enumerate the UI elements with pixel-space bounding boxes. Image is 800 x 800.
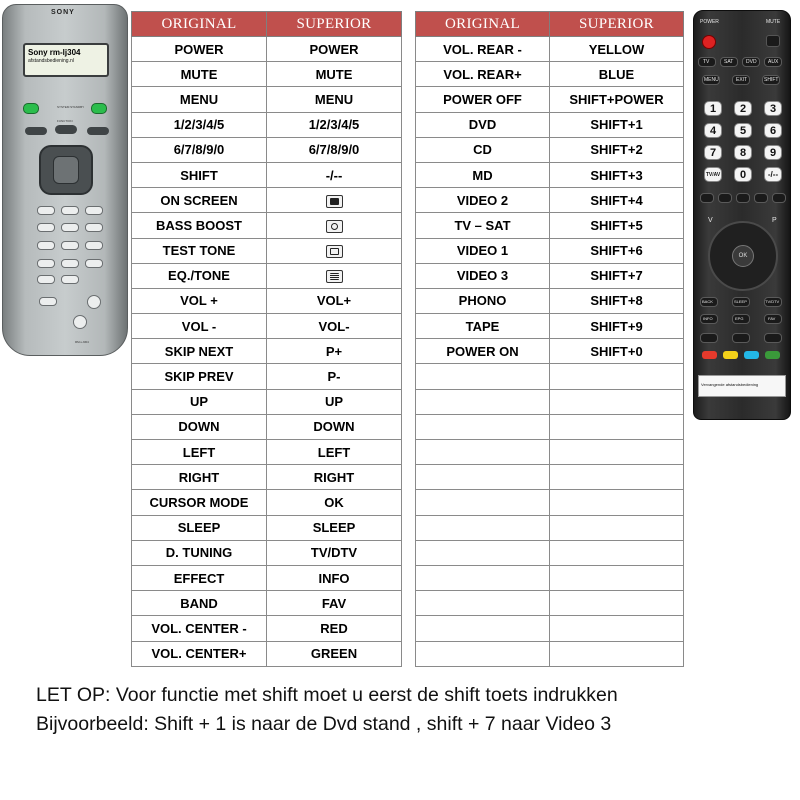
original-button-cell: POWER OFF <box>416 87 550 112</box>
original-button-cell: CD <box>416 137 550 162</box>
remote-key-label: AUX <box>768 59 779 65</box>
remote-key-label: SLEEP <box>734 299 747 304</box>
original-button-cell <box>416 515 550 540</box>
remote-jog-pad <box>39 145 93 195</box>
remote-number-key: 0 <box>734 167 752 182</box>
remote-number-key: 4 <box>704 123 722 138</box>
table-row <box>416 540 684 565</box>
superior-button-cell <box>267 213 402 238</box>
remote-vol-label: V <box>708 217 713 224</box>
superior-button-cell: SHIFT+9 <box>550 314 684 339</box>
remote-number-key: 5 <box>734 123 752 138</box>
column-header-superior: SUPERIOR <box>550 12 684 37</box>
superior-button-cell: MENU <box>267 87 402 112</box>
table-row <box>132 238 402 263</box>
table-row <box>416 389 684 414</box>
remote-ok-key: OK <box>732 245 754 267</box>
remote-key-label: EXIT <box>736 77 748 83</box>
remote-key <box>700 333 718 343</box>
superior-button-cell <box>267 238 402 263</box>
table-row <box>416 414 684 439</box>
remote-red-key <box>702 351 717 359</box>
original-button-cell: EQ./TONE <box>132 263 267 288</box>
remote-key <box>85 259 103 268</box>
superior-button-cell <box>550 591 684 616</box>
superior-button-cell: POWER <box>267 37 402 62</box>
original-button-cell <box>416 616 550 641</box>
remote-number-key: 7 <box>704 145 722 160</box>
superior-button-cell <box>267 263 402 288</box>
original-button-cell: VOL. REAR - <box>416 37 550 62</box>
screen-button-icon <box>326 195 343 208</box>
remote-tiny-label: FUNCTION <box>57 119 73 123</box>
remote-key <box>718 193 732 203</box>
table-row <box>416 288 684 313</box>
original-button-cell: UP <box>132 389 267 414</box>
remote-number-key: 1 <box>704 101 722 116</box>
dot-button-icon <box>326 220 343 233</box>
table-row <box>416 565 684 590</box>
superior-button-cell: SHIFT+8 <box>550 288 684 313</box>
table-row <box>132 364 402 389</box>
table-row <box>416 314 684 339</box>
table-row <box>416 137 684 162</box>
original-button-cell: VOL. CENTER+ <box>132 641 267 666</box>
original-button-cell: TAPE <box>416 314 550 339</box>
original-button-cell: SHIFT <box>132 162 267 187</box>
power-icon <box>702 35 716 49</box>
table-row <box>416 465 684 490</box>
table-row <box>132 565 402 590</box>
remote-key-label: DVD <box>746 59 757 65</box>
remote-key <box>764 333 782 343</box>
original-button-cell <box>416 440 550 465</box>
remote-green-button-right <box>91 103 107 114</box>
superior-button-cell <box>550 414 684 439</box>
remote-key <box>61 259 79 268</box>
remote-tiny-label: SYSTEM STANDBY <box>57 105 85 109</box>
original-button-cell: BAND <box>132 591 267 616</box>
table-row <box>132 188 402 213</box>
superior-button-cell: INFO <box>267 565 402 590</box>
remote-key-label: SHIFT <box>764 77 779 83</box>
superior-button-cell: 6/7/8/9/0 <box>267 137 402 162</box>
original-button-cell: 1/2/3/4/5 <box>132 112 267 137</box>
original-button-cell: VIDEO 3 <box>416 263 550 288</box>
original-button-cell: RIGHT <box>132 465 267 490</box>
superior-button-cell: VOL+ <box>267 288 402 313</box>
superior-button-cell: P- <box>267 364 402 389</box>
table-row <box>416 263 684 288</box>
original-button-cell <box>416 591 550 616</box>
lcd-site-text: afstandsbediening.nl <box>28 58 74 64</box>
table-row <box>132 62 402 87</box>
superior-remote-image <box>693 10 791 420</box>
original-button-cell: VIDEO 1 <box>416 238 550 263</box>
remote-lcd-display <box>23 43 109 77</box>
table-header-row <box>132 12 402 37</box>
remote-number-key: 9 <box>764 145 782 160</box>
frame-button-icon <box>326 245 343 258</box>
original-button-cell: SLEEP <box>132 515 267 540</box>
remote-key <box>732 333 750 343</box>
table-row <box>132 162 402 187</box>
remote-number-key: 6 <box>764 123 782 138</box>
remote-key <box>39 297 57 306</box>
superior-button-cell <box>550 490 684 515</box>
table-row <box>132 263 402 288</box>
original-button-cell: VIDEO 2 <box>416 188 550 213</box>
original-button-cell: LEFT <box>132 440 267 465</box>
superior-button-cell <box>550 565 684 590</box>
remote-key <box>61 223 79 232</box>
table-row <box>132 87 402 112</box>
original-button-cell: 6/7/8/9/0 <box>132 137 267 162</box>
remote-key <box>754 193 768 203</box>
remote-button <box>87 127 109 135</box>
mute-icon <box>766 35 780 47</box>
table-row <box>132 137 402 162</box>
remote-button <box>55 125 77 134</box>
remote-key-label: TV/DTV <box>765 299 780 304</box>
remote-direction-pad <box>708 221 778 291</box>
superior-button-cell <box>550 465 684 490</box>
remote-vol-minus-key <box>73 315 87 329</box>
original-button-cell: MENU <box>132 87 267 112</box>
table-row <box>416 188 684 213</box>
superior-button-cell: SHIFT+7 <box>550 263 684 288</box>
original-button-cell <box>416 540 550 565</box>
original-remote-image <box>2 4 128 356</box>
superior-button-cell <box>550 641 684 666</box>
original-button-cell: MD <box>416 162 550 187</box>
superior-button-cell: SHIFT+6 <box>550 238 684 263</box>
table-row <box>416 62 684 87</box>
superior-button-cell: SHIFT+4 <box>550 188 684 213</box>
superior-button-cell <box>550 389 684 414</box>
remote-key <box>37 241 55 250</box>
table-row <box>416 87 684 112</box>
remote-key-label: EPG <box>735 316 744 321</box>
column-header-original: ORIGINAL <box>132 12 267 37</box>
superior-button-cell: SHIFT+0 <box>550 339 684 364</box>
superior-button-cell <box>550 616 684 641</box>
remote-key <box>37 206 55 215</box>
superior-button-cell: TV/DTV <box>267 540 402 565</box>
table-row <box>132 213 402 238</box>
original-button-cell <box>416 364 550 389</box>
original-button-cell: TV – SAT <box>416 213 550 238</box>
table-row <box>416 238 684 263</box>
table-row <box>132 515 402 540</box>
original-button-cell: POWER ON <box>416 339 550 364</box>
remote-green-button-left <box>23 103 39 114</box>
text-button-icon <box>326 270 343 283</box>
original-button-cell: POWER <box>132 37 267 62</box>
superior-button-cell: LEFT <box>267 440 402 465</box>
remote-number-key: 2 <box>734 101 752 116</box>
remote-button <box>25 127 47 135</box>
original-button-cell: PHONO <box>416 288 550 313</box>
original-button-cell: D. TUNING <box>132 540 267 565</box>
superior-button-cell <box>550 515 684 540</box>
superior-button-cell: -/-- <box>267 162 402 187</box>
remote-number-key: 3 <box>764 101 782 116</box>
table-row <box>416 616 684 641</box>
table-row <box>132 288 402 313</box>
table-row <box>416 490 684 515</box>
superior-button-cell: 1/2/3/4/5 <box>267 112 402 137</box>
superior-button-cell: GREEN <box>267 641 402 666</box>
remote-key <box>736 193 750 203</box>
remote-mute-label: MUTE <box>766 19 781 25</box>
table-row <box>132 314 402 339</box>
superior-button-cell: OK <box>267 490 402 515</box>
remote-key-label: BACK <box>702 299 713 304</box>
table-row <box>416 37 684 62</box>
remote-model-label: RM-LJ304 <box>75 340 89 344</box>
remote-key <box>61 275 79 284</box>
remote-key-label: FAV <box>768 316 776 321</box>
superior-button-cell: SHIFT+2 <box>550 137 684 162</box>
original-button-cell: VOL. REAR+ <box>416 62 550 87</box>
remote-key <box>37 259 55 268</box>
shift-instruction-note: LET OP: Voor functie met shift moet u eerst de shift toets indrukken <box>36 684 618 706</box>
original-button-cell: DOWN <box>132 414 267 439</box>
table-header-row <box>416 12 684 37</box>
superior-button-cell: FAV <box>267 591 402 616</box>
table-row <box>132 465 402 490</box>
original-button-cell <box>416 490 550 515</box>
remote-blue-key <box>744 351 759 359</box>
original-button-cell: SKIP PREV <box>132 364 267 389</box>
table-row <box>132 112 402 137</box>
remote-key <box>85 241 103 250</box>
column-header-original: ORIGINAL <box>416 12 550 37</box>
remote-key <box>61 206 79 215</box>
table-row <box>132 616 402 641</box>
remote-key-label: SAT <box>724 59 734 65</box>
superior-button-cell <box>267 188 402 213</box>
superior-button-cell: SHIFT+3 <box>550 162 684 187</box>
remote-key <box>772 193 786 203</box>
table-row <box>132 414 402 439</box>
remote-key <box>37 275 55 284</box>
original-button-cell: CURSOR MODE <box>132 490 267 515</box>
table-row <box>132 641 402 666</box>
remote-key-label: TV <box>703 59 710 65</box>
remote-green-key <box>765 351 780 359</box>
table-row <box>416 162 684 187</box>
table-row <box>416 515 684 540</box>
table-row <box>132 389 402 414</box>
superior-button-cell: SHIFT+1 <box>550 112 684 137</box>
table-row <box>132 37 402 62</box>
original-button-cell: VOL + <box>132 288 267 313</box>
original-button-cell: VOL - <box>132 314 267 339</box>
table-row <box>132 440 402 465</box>
original-button-cell: TEST TONE <box>132 238 267 263</box>
table-row <box>132 540 402 565</box>
superior-button-cell: SHIFT+5 <box>550 213 684 238</box>
original-button-cell <box>416 414 550 439</box>
original-button-cell: VOL. CENTER - <box>132 616 267 641</box>
shift-example-note: Bijvoorbeeld: Shift + 1 is naar de Dvd stand , shift + 7 naar Video 3 <box>36 713 612 735</box>
remote-key <box>37 223 55 232</box>
column-header-superior: SUPERIOR <box>267 12 402 37</box>
superior-button-cell: RIGHT <box>267 465 402 490</box>
original-button-cell <box>416 641 550 666</box>
remote-key-label: INFO <box>703 316 713 321</box>
table-row <box>416 591 684 616</box>
remote-power-label: POWER <box>700 19 719 25</box>
remote-number-key: 8 <box>734 145 752 160</box>
superior-button-cell: RED <box>267 616 402 641</box>
superior-button-cell: P+ <box>267 339 402 364</box>
table-row <box>416 213 684 238</box>
superior-button-cell: DOWN <box>267 414 402 439</box>
original-button-cell: SKIP NEXT <box>132 339 267 364</box>
original-button-cell <box>416 565 550 590</box>
table-row <box>132 339 402 364</box>
superior-button-cell: SLEEP <box>267 515 402 540</box>
original-button-cell <box>416 465 550 490</box>
remote-key <box>85 223 103 232</box>
original-button-cell <box>416 389 550 414</box>
remote-number-key: TV/AV <box>704 167 722 182</box>
superior-button-cell: SHIFT+POWER <box>550 87 684 112</box>
original-button-cell: DVD <box>416 112 550 137</box>
remote-key-label: MENU <box>704 77 719 83</box>
table-row <box>416 339 684 364</box>
original-button-cell: BASS BOOST <box>132 213 267 238</box>
remote-yellow-key <box>723 351 738 359</box>
button-mapping-table-right <box>415 11 684 667</box>
superior-button-cell <box>550 440 684 465</box>
table-row <box>416 641 684 666</box>
table-row <box>416 112 684 137</box>
table-row <box>132 591 402 616</box>
remote-key <box>700 193 714 203</box>
table-row <box>416 440 684 465</box>
original-button-cell: ON SCREEN <box>132 188 267 213</box>
table-row <box>416 364 684 389</box>
original-button-cell: MUTE <box>132 62 267 87</box>
superior-button-cell: UP <box>267 389 402 414</box>
superior-button-cell: BLUE <box>550 62 684 87</box>
remote-brand-label: SONY <box>51 9 75 16</box>
remote-number-key: -/-- <box>764 167 782 182</box>
remote-sticker-label: Vervangende afstandsbediening <box>698 375 786 397</box>
superior-button-cell <box>550 364 684 389</box>
lcd-model-text: Sony rm-lj304 <box>28 48 81 57</box>
original-button-cell: EFFECT <box>132 565 267 590</box>
superior-button-cell <box>550 540 684 565</box>
remote-prog-label: P <box>772 217 777 224</box>
remote-vol-plus-key <box>87 295 101 309</box>
remote-key <box>61 241 79 250</box>
remote-key <box>85 206 103 215</box>
button-mapping-table-left <box>131 11 402 667</box>
superior-button-cell: YELLOW <box>550 37 684 62</box>
superior-button-cell: MUTE <box>267 62 402 87</box>
table-row <box>132 490 402 515</box>
superior-button-cell: VOL- <box>267 314 402 339</box>
